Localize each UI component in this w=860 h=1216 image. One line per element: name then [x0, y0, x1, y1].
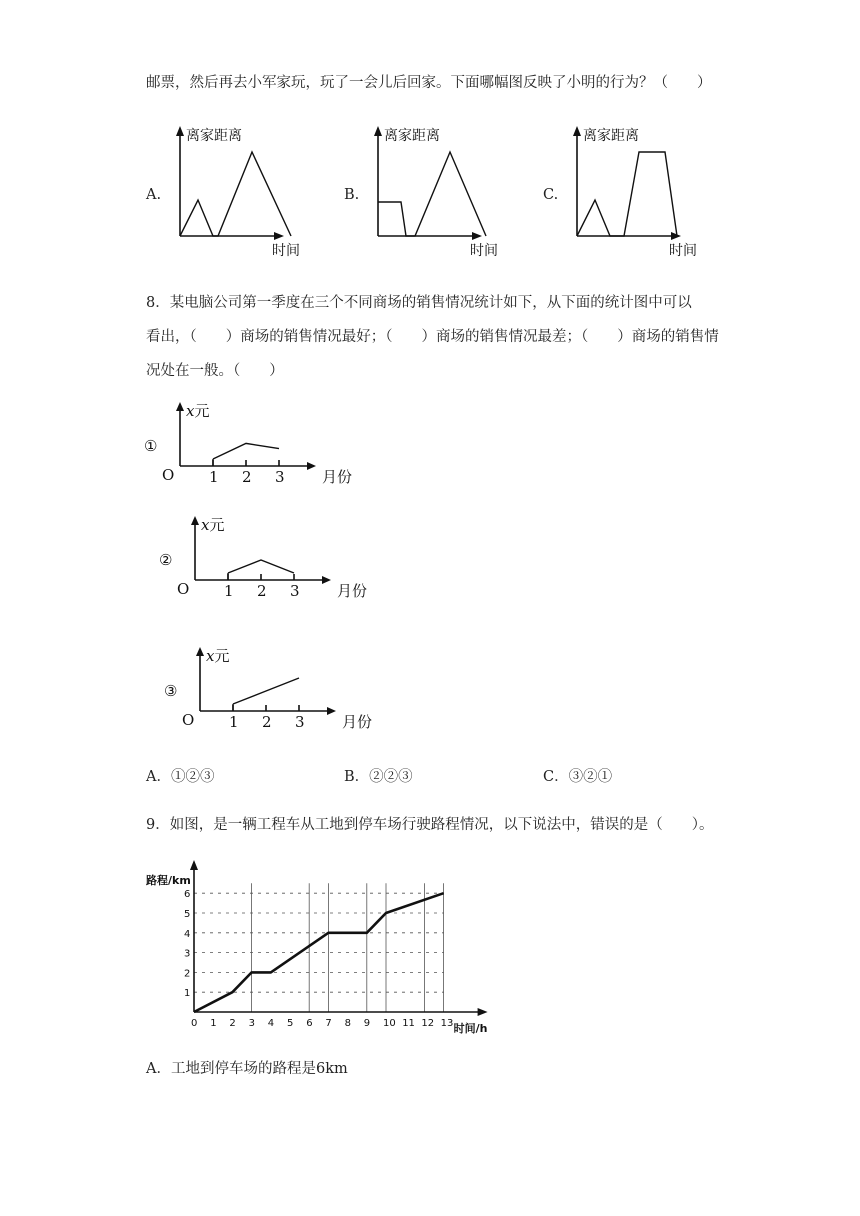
q9-question-line: 9．如图，是一辆工程车从工地到停车场行驶路程情况，以下说法中，错误的是（ ）。 [146, 817, 714, 833]
origin-label: O [182, 711, 195, 729]
x-tick-label: 4 [267, 1018, 275, 1029]
sales-line [228, 560, 294, 573]
q8-answer-a: A．①②③ [146, 769, 215, 785]
q7-question-line: 邮票，然后再去小军家玩，玩了一会儿后回家。下面哪幅图反映了小明的行为？（ ） [146, 75, 712, 91]
q8-question-line-2: 看出，（ ）商场的销售情况最好；（ ）商场的销售情况最差；（ ）商场的销售情 [146, 329, 719, 345]
origin-label: O [162, 466, 175, 484]
x-axis-arrow-icon [327, 707, 336, 715]
x-axis-label: 时间 [669, 243, 697, 259]
tick-label: 3 [295, 713, 305, 731]
y-tick-label: 3 [184, 948, 191, 960]
tick-label: 2 [242, 468, 252, 486]
tick-label: 2 [257, 582, 267, 600]
x-axis-arrow-icon [307, 462, 316, 470]
y-tick-label: 1 [184, 988, 191, 1000]
y-tick-label: 6 [184, 889, 191, 901]
y-tick-label: 5 [184, 909, 191, 920]
q8-answer-c: C．③②① [543, 769, 613, 785]
tick-label: 1 [224, 582, 234, 600]
y-axis-label: x元 [186, 402, 210, 420]
y-axis-label: x元 [201, 516, 225, 534]
x-axis-arrow-icon [322, 576, 331, 584]
q7-chart-c [567, 122, 707, 262]
y-axis-arrow-icon [196, 647, 204, 656]
chart-mark: ② [159, 551, 173, 569]
tick-label: 3 [275, 468, 285, 486]
x-tick-label: 2 [229, 1018, 236, 1029]
q8-chart-1 [140, 396, 360, 496]
chart-line [577, 152, 677, 236]
y-axis-arrow-icon [190, 860, 198, 870]
x-axis-label: 月份 [337, 582, 368, 600]
y-axis-arrow-icon [374, 126, 382, 136]
x-tick-label: 7 [325, 1018, 332, 1029]
x-tick-label: 6 [306, 1018, 313, 1029]
x-tick-label: 1 [210, 1018, 217, 1029]
x-axis-label: 月份 [322, 468, 353, 486]
q8-question-line-1: 8．某电脑公司第一季度在三个不同商场的销售情况统计如下，从下面的统计图中可以 [146, 295, 692, 311]
q9-distance-time-chart [140, 858, 510, 1038]
y-tick-label: 4 [184, 928, 191, 940]
x-tick-label: 5 [287, 1018, 294, 1029]
x-tick-label: 12 [421, 1018, 435, 1029]
tick-label: 3 [290, 582, 300, 600]
chart-line [180, 152, 291, 236]
x-tick-label: 9 [363, 1018, 371, 1029]
tick-label: 1 [209, 468, 219, 486]
x-axis-label: 月份 [342, 713, 373, 731]
tick-label: 1 [229, 713, 239, 731]
x-tick-label: 0 [191, 1018, 198, 1029]
y-tick-label: 2 [184, 968, 191, 980]
y-axis-arrow-icon [176, 126, 184, 136]
q7-chart-a [170, 122, 310, 262]
sales-line [233, 678, 299, 704]
sales-line [213, 443, 279, 459]
chart-mark: ③ [164, 682, 178, 700]
y-axis-arrow-icon [176, 402, 184, 411]
tick-label: 2 [262, 713, 272, 731]
chart-line [378, 152, 486, 236]
x-tick-label: 11 [402, 1018, 415, 1029]
y-axis-label: 路程/km [146, 874, 191, 887]
q8-question-line-3: 况处在一般。（ ） [146, 363, 284, 379]
y-axis-label: 离家距离 [186, 128, 242, 144]
q8-answer-b: B．②②③ [344, 769, 413, 785]
q7-chart-b [368, 122, 508, 262]
q8-chart-3 [160, 641, 380, 741]
y-axis-label: 离家距离 [583, 128, 639, 144]
x-tick-label: 13 [440, 1018, 454, 1029]
x-axis-label: 时间/h [453, 1022, 488, 1035]
x-tick-label: 3 [248, 1018, 255, 1029]
chart-mark: ① [144, 437, 158, 455]
origin-label: O [177, 580, 190, 598]
x-axis-arrow-icon [478, 1008, 488, 1016]
distance-line [194, 893, 444, 1012]
x-axis-arrow-icon [472, 232, 482, 240]
x-axis-arrow-icon [274, 232, 284, 240]
q7-option-a-letter: A. [146, 187, 162, 203]
y-axis-label: 离家距离 [384, 128, 440, 144]
x-tick-label: 8 [344, 1018, 351, 1029]
y-axis-label: x元 [206, 647, 230, 665]
q9-option-a: A．工地到停车场的路程是6km [146, 1061, 348, 1077]
x-axis-label: 时间 [272, 243, 300, 259]
y-axis-arrow-icon [191, 516, 199, 525]
q8-chart-2 [155, 510, 375, 610]
x-tick-label: 10 [383, 1018, 396, 1029]
x-axis-label: 时间 [470, 243, 498, 259]
q7-option-c-letter: C. [543, 187, 559, 203]
q7-option-b-letter: B. [344, 187, 360, 203]
y-axis-arrow-icon [573, 126, 581, 136]
